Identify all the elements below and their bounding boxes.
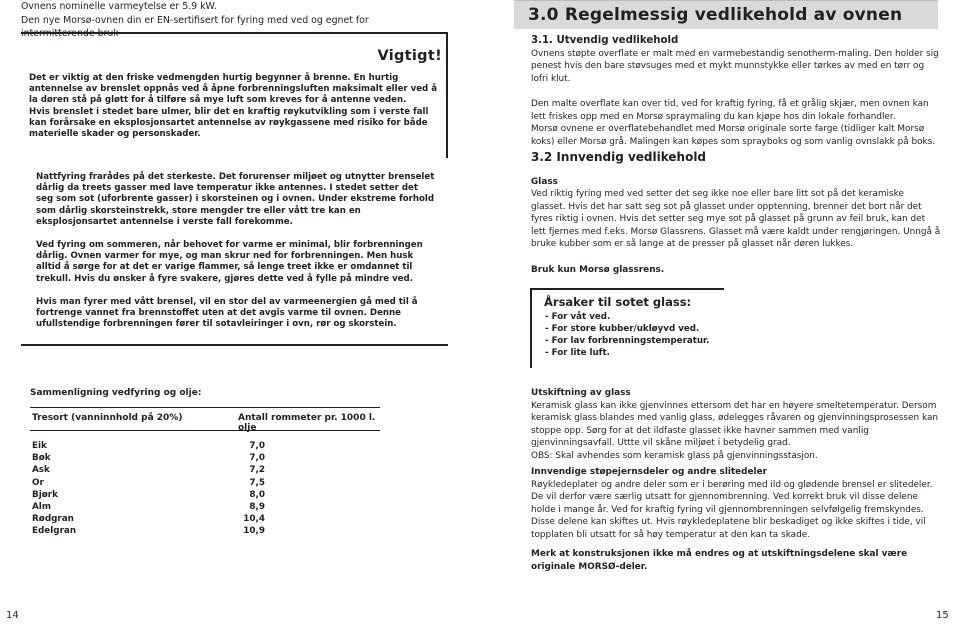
header-value: Antall rommeter pr. 1000 l. olje	[238, 413, 376, 433]
intro-line: Ovnens nominelle varmeytelse er 5.9 kW.	[21, 1, 217, 12]
list-item: - For lav forbrenningstemperatur.	[545, 336, 710, 346]
section-header	[514, 0, 938, 29]
table-body	[30, 441, 380, 539]
intro-line: Den nye Morsø-ovnen din er EN-sertifisert for fyring med ved og egnet for intermitterende bruk	[21, 14, 369, 39]
final-note: Merk at konstruksjonen ikke må endres og at utskiftningsdelene skal være originale MORSØ-deler.	[531, 549, 908, 572]
list-item: - For store kubber/ukløyvd ved.	[545, 324, 700, 334]
body-paragraph: OBS: Skal avhendes som keramisk glass på gjenvinningsstasjon.	[531, 450, 818, 461]
page-number-left: 14	[6, 610, 19, 621]
value-cell: 7,0	[249, 453, 265, 464]
table-header	[30, 407, 380, 431]
section-title: 3.0 Regelmessig vedlikehold av ovnen	[528, 5, 903, 25]
firing-notes-section	[21, 164, 448, 346]
subsection-heading: Utskiftning av glass	[531, 388, 631, 398]
list-item: - For våt ved.	[545, 312, 611, 322]
firing-notes	[36, 172, 436, 342]
body-paragraph: Ved riktig fyring med ved setter det seg ikke noe eller bare litt sot på det keramiske glasset. Hvis det har satt seg sot på glasset under opptenning, brenner det bort når det fyres riktig i ovnen. Hvis det setter seg mye sot på glasset på grunn av feil bruk, kan det lett fjernes med f.eks. Morsø Glassrens. Glasset må være kaldt under rengjøringen. Unngå å bruke kubber som er så lange at de presser på glasset når døren lukkes.	[531, 189, 941, 249]
body-paragraph: Morsø ovnene er overflatebehandlet med Morsø originale sorte farge (tidliger kalt Morsø koks) eller Morsø grå. Malingen kan køpes som sprayboks og som vanlig ovnslakk på boks.	[531, 124, 936, 147]
wood-cell: Alm	[32, 501, 51, 512]
page-number-right: 15	[936, 610, 949, 621]
internal-maintenance	[531, 151, 941, 276]
table-row	[30, 441, 380, 453]
wood-cell: Bøk	[32, 453, 51, 464]
wood-cell: Bjørk	[32, 489, 58, 500]
table-row	[30, 502, 380, 514]
glass-note: Bruk kun Morsø glassrens.	[531, 264, 665, 275]
value-cell: 8,0	[249, 489, 265, 500]
value-cell: 7,5	[249, 477, 265, 488]
table-row	[30, 490, 380, 502]
glass-heading: Glass	[531, 176, 558, 187]
wood-cell: Or	[32, 477, 44, 488]
warning-body	[29, 73, 439, 140]
warning-paragraph: Det er viktig at den friske vedmengden hurtig begynner å brenne. En hurtig antennelse av brenslet oppnås ved å åpne forbrenningsluften maksimalt eller ved å la døren stå på gløtt for å tilføre så mye luft som kreves for å antenne veden.	[29, 73, 437, 106]
value-cell: 7,0	[249, 441, 265, 451]
table-row	[30, 465, 380, 477]
wood-cell: Eik	[32, 441, 47, 451]
wood-cell: Rødgran	[32, 514, 74, 525]
causes-box	[530, 288, 724, 368]
firing-note: Hvis man fyrer med vått brensel, vil en stor del av varmeenergien gå med til å fortrenge vannet fra brennstoffet uten at det avgis varme til ovnen. Denne ufullstendige forbrenningen fører til sotavleiringer i ovn, rør og skorstein.	[36, 296, 418, 330]
warning-box	[21, 32, 448, 158]
value-cell: 7,2	[249, 465, 265, 476]
table-row	[30, 453, 380, 465]
external-maintenance	[531, 35, 941, 148]
causes-list	[545, 311, 709, 359]
body-paragraph: Keramisk glass kan ikke gjenvinnes ettersom det har en høyere smeltetemperatur. Dersom keramisk glass blandes med vanlig glass, ødelegges råvaren og gjenvinningsprosessen kan stoppe opp. Sørg for at det ildfaste glasset ikke havner sammen med vanlig gjenvinningsavfall. Uttte vil skåne miljøet i betydelig grad.	[531, 400, 939, 448]
header-wood: Tresort (vanninnhold på 20%)	[32, 413, 183, 423]
value-cell: 10,4	[243, 514, 265, 525]
wood-cell: Ask	[32, 465, 50, 476]
causes-title: Årsaker til sotet glass:	[544, 295, 692, 309]
table-row	[30, 526, 380, 538]
table-row	[30, 514, 380, 526]
inner-parts	[531, 466, 941, 541]
warning-paragraph: Hvis brenslet i stedet bare ulmer, blir det en kraftig røykutvikling som i verste fall kan forårsake en eksplosjonsartet antennelse av røykgassene med risiko for både materielle skader og personskader.	[29, 106, 429, 140]
wood-cell: Edelgran	[32, 526, 77, 537]
glass-replacement	[531, 387, 941, 462]
value-cell: 8,9	[249, 501, 265, 512]
body-paragraph: Den malte overflate kan over tid, ved for kraftig fyring, få et grålig skjær, men ovnen kan lett friskes opp med en Morsø spraymaling du kan kjøpe hos din lokale forhandler.	[531, 99, 929, 122]
list-item: - For lite luft.	[545, 348, 610, 358]
comparison-title: Sammenligning vedfyring og olje:	[30, 388, 202, 398]
table-row	[30, 478, 380, 490]
firing-note: Ved fyring om sommeren, når behovet for varme er minimal, blir forbrenningen dårlig. Ovnen varmer for mye, og man skrur ned for forbrenningen. Men husk alltid å sørge for at det er varige flammer, så lenge treet ikke er omdannet til trekull. Hvis du ønsker å fyre svakere, gjøres dette ved å fylle på mindre ved.	[36, 240, 423, 284]
body-paragraph: Ovnens støpte overflate er malt med en varmebestandig senotherm-maling. Den holder sig penest hvis den bare støvsuges med et mykt munnstykke eller tørkes av med en tørr og lofri klut.	[531, 48, 939, 84]
subsection-heading: 3.2 Innvendig vedlikehold	[531, 150, 707, 164]
comparison-table	[30, 388, 380, 539]
subsection-heading: 3.1. Utvendig vedlikehold	[531, 35, 679, 46]
value-cell: 10,9	[243, 526, 265, 537]
body-paragraph: Røykledeplater og andre deler som er i berøring med ild og glødende brensel er slitedeler. De vil derfor være særlig utsatt for gjennombrenning. Ved korrekt bruk vil disse delene holde i mange år. Ved for kraftig fyring vil gjennombrenningen selvfølgelig fremskyndes. Disse delene kan skiftes ut. Hvis røykledeplatene blir beskadiget og ikke skiftes i tide, vil topplaten bli utsatt for så høy temperatur at den kan ta skade.	[531, 479, 933, 540]
subsection-heading: Innvendige støpejernsdeler og andre slitedeler	[531, 467, 767, 477]
warning-title: Vigtigt!	[377, 48, 442, 64]
firing-note: Nattfyring frarådes på det sterkeste. Det forurenser miljøet og utnytter brenselet dårlig da treets gasser med lave temperatur ikke antennes. I stedet setter det seg som sot (uforbrente gasser) i skorsteinen og i ovnen. Under ekstreme forhold som dårlig skorsteinstrekk, store mengder tre eller vått tre kan en eksplosjonsartet antennelse i verste fall forekomme.	[36, 172, 435, 227]
